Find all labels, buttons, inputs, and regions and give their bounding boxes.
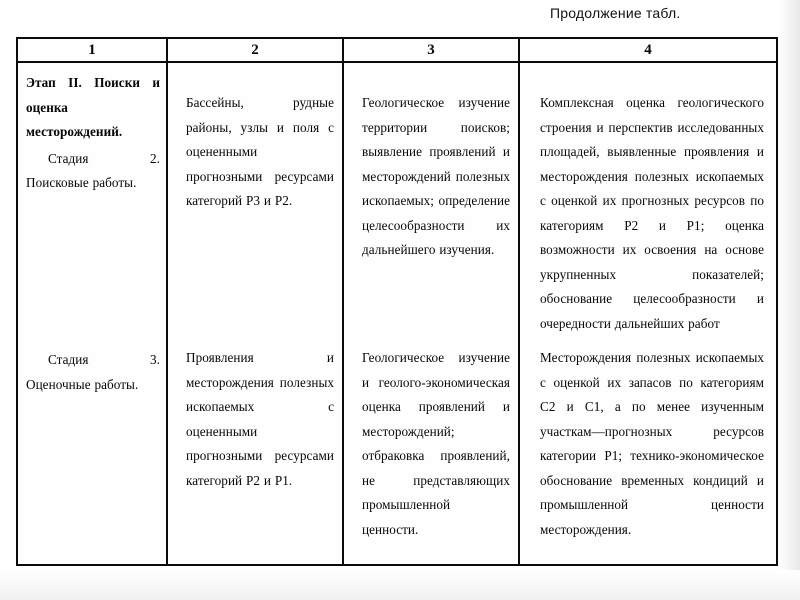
column-header-2: 2 [167,38,343,62]
table-row [17,62,777,336]
table-cell-objects [167,336,343,565]
table-row [17,336,777,565]
goals-text: Геологическое изучение территории поисков; выявление проявлений и месторождений полезных ископаемых; определение целесообразности их дальнейшего изучения. [362,95,510,257]
table-container [16,37,776,560]
stage-heading: Этап II. Поиски и оценка месторождений. [26,75,160,139]
scan-bottom-shade [0,570,800,600]
table-header-row [17,38,777,62]
column-header-1: 1 [17,38,167,62]
table-cell-results [519,62,777,336]
table-cell-goals [343,62,519,336]
exploration-stages-table [16,37,778,566]
results-text: Комплексная оценка геологического строения и перспектив исследованных площадей, выявленные проявления и месторождения полезных ископаемых с оценкой их прогнозных ресурсов по категориям P2 и P1; оценка возможности их освоения на основе укрупненных показателей; обоснование целесообразности и очередности дальнейших работ [540,95,764,331]
goals-text: Геологическое изучение и геолого-экономическая оценка проявлений и месторождений; отбраковка проявлений, не представляющих промышленной ценности. [362,350,510,537]
scan-edge-shade [778,0,800,600]
caption-bar [0,0,800,30]
table-cell-stage [17,336,167,565]
objects-text: Бассейны, рудные районы, узлы и поля с оцененными прогнозными ресурсами категорий P3 и P2. [186,95,334,208]
column-header-4: 4 [519,38,777,62]
stage-label: Стадия 2. Поисковые работы. [26,150,160,190]
table-cell-results [519,336,777,565]
objects-text: Проявления и месторождения полезных ископаемых с оцененными прогнозными ресурсами категорий P2 и P1. [186,350,334,488]
stage-label: Стадия 3. Оценочные работы. [26,352,160,392]
table-cell-objects [167,62,343,336]
table-cell-goals [343,336,519,565]
table-continuation-caption: Продолжение табл. [550,5,681,21]
table-cell-stage [17,62,167,336]
column-header-3: 3 [343,38,519,62]
results-text: Месторождения полезных ископаемых с оценкой их запасов по категориям C2 и C1, а по менее изученным участкам—прогнозных ресурсов категории P1; технико-экономическое обоснование временных кондиций и промышленной ценности месторождения. [540,350,764,537]
